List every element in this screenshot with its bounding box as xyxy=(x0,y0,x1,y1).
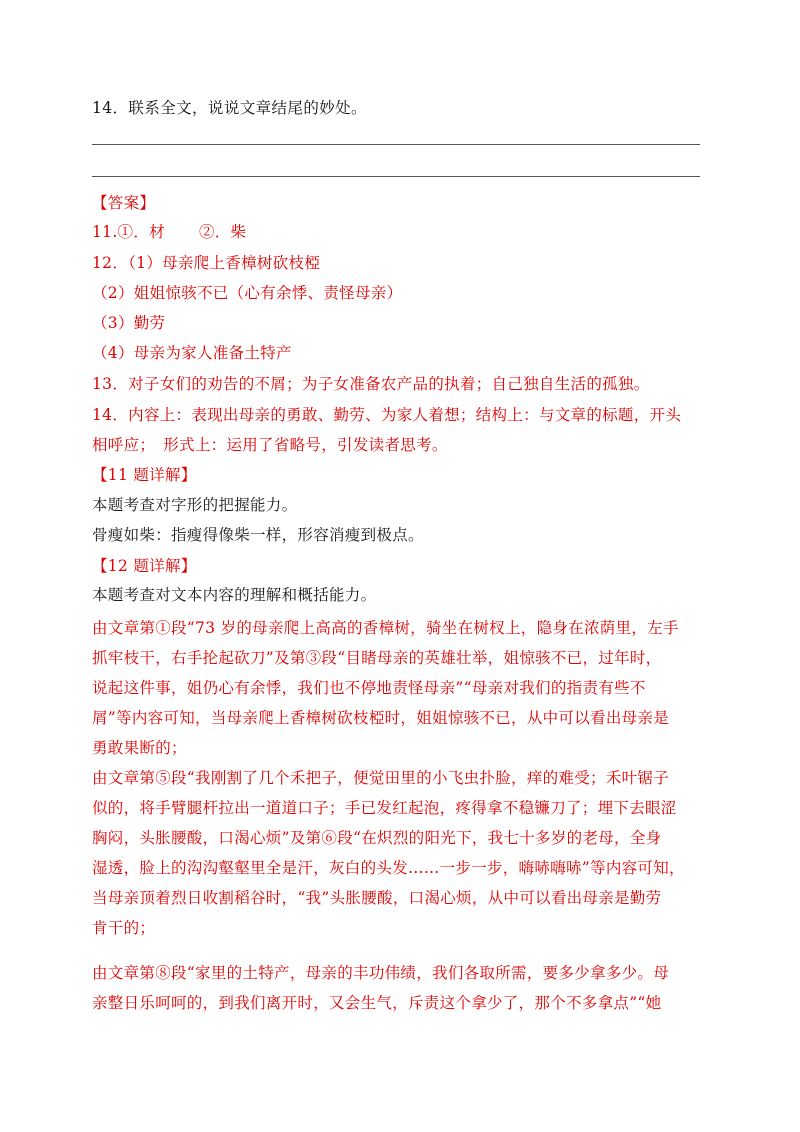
explain-12-text-line: 似的，将手臂腿杆拉出一道道口子；手已发红起泡，疼得拿不稳镰刀了；埋下去眼涩 xyxy=(92,799,677,817)
explain-12-text-line: 肯干的； xyxy=(92,919,156,937)
answer-blank-line-1 xyxy=(92,144,700,145)
explain-12-text-line: 由文章第⑧段“家里的土特产，母亲的丰功伟绩，我们各取所需，要多少拿多少。母 xyxy=(92,964,670,982)
answer-header: 【答案】 xyxy=(92,194,156,212)
answer-12-4: （4）母亲为家人准备土特产 xyxy=(92,344,292,362)
explain-12-text-line: 勇敢果断的； xyxy=(92,739,187,757)
explain-12-text-line: 抓牢枝干，右手抡起砍刀”及第③段“目睹母亲的英雄壮举，姐惊骇不已，过年时， xyxy=(92,649,662,667)
explain-12-text-line: 说起这件事，姐仍心有余悸，我们也不停地责怪母亲”“母亲对我们的指责有些不 xyxy=(92,679,646,697)
explain-12-text-line: 由文章第①段“73 岁的母亲爬上高高的香樟树，骑坐在树杈上，隐身在浓荫里，左手 xyxy=(92,619,679,637)
explain-12-text-line: 湿透，脸上的沟沟壑壑里全是汗，灰白的头发……一步一步，嗨哧嗨哧”等内容可知， xyxy=(92,859,685,877)
explain-11-line-1: 本题考查对字形的把握能力。 xyxy=(92,496,298,514)
answer-12: 12．（1）母亲爬上香樟树砍枝椏 xyxy=(92,254,321,272)
answer-13: 13．对子女们的劝告的不屑；为子女准备农产品的执着；自己独自生活的孤独。 xyxy=(92,375,650,393)
answer-12-3: （3）勤劳 xyxy=(92,314,166,332)
answer-14-line-1: 14．内容上：表现出母亲的勇敢、勤劳、为家人着想；结构上：与文章的标题，开头 xyxy=(92,406,682,424)
explain-12-line-1: 本题考查对文本内容的理解和概括能力。 xyxy=(92,586,377,604)
question-14: 14．联系全文，说说文章结尾的妙处。 xyxy=(92,99,367,117)
explain-11-line-2: 骨瘦如柴：指瘦得像柴一样，形容消瘦到极点。 xyxy=(92,526,424,544)
answer-11 xyxy=(92,222,704,242)
explain-12-text-line: 当母亲顶着烈日收割稻谷时，“我”头胀腰酸，口渴心烦，从中可以看出母亲是勤劳 xyxy=(92,889,662,907)
answer-11-part-1: 11.①．材 xyxy=(92,223,165,241)
answer-11-part-2: ②．柴 xyxy=(198,223,247,241)
explain-12-header: 【12 题详解】 xyxy=(92,557,197,575)
explain-12-text-line: 胸闷，头胀腰酸，口渴心烦”及第⑥段“在炽烈的阳光下，我七十多岁的老母，全身 xyxy=(92,829,662,847)
answer-blank-line-2 xyxy=(92,176,700,177)
answer-12-2: （2）姐姐惊骇不已（心有余悸、责怪母亲） xyxy=(92,284,403,302)
explain-11-header: 【11 题详解】 xyxy=(92,466,197,484)
explain-12-text-line: 屑”等内容可知，当母亲爬上香樟树砍枝椏时，姐姐惊骇不已，从中可以看出母亲是 xyxy=(92,709,670,727)
explain-12-text-line: 由文章第⑤段“我刚割了几个禾把子，便觉田里的小飞虫扑脸，痒的难受；禾叶锯子 xyxy=(92,769,670,787)
explain-12-text-line: 亲整日乐呵呵的，到我们离开时，又会生气，斥责这个拿少了，那个不多拿点”“她 xyxy=(92,994,662,1012)
answer-14-line-2: 相呼应； 形式上：运用了省略号，引发读者思考。 xyxy=(92,436,448,454)
